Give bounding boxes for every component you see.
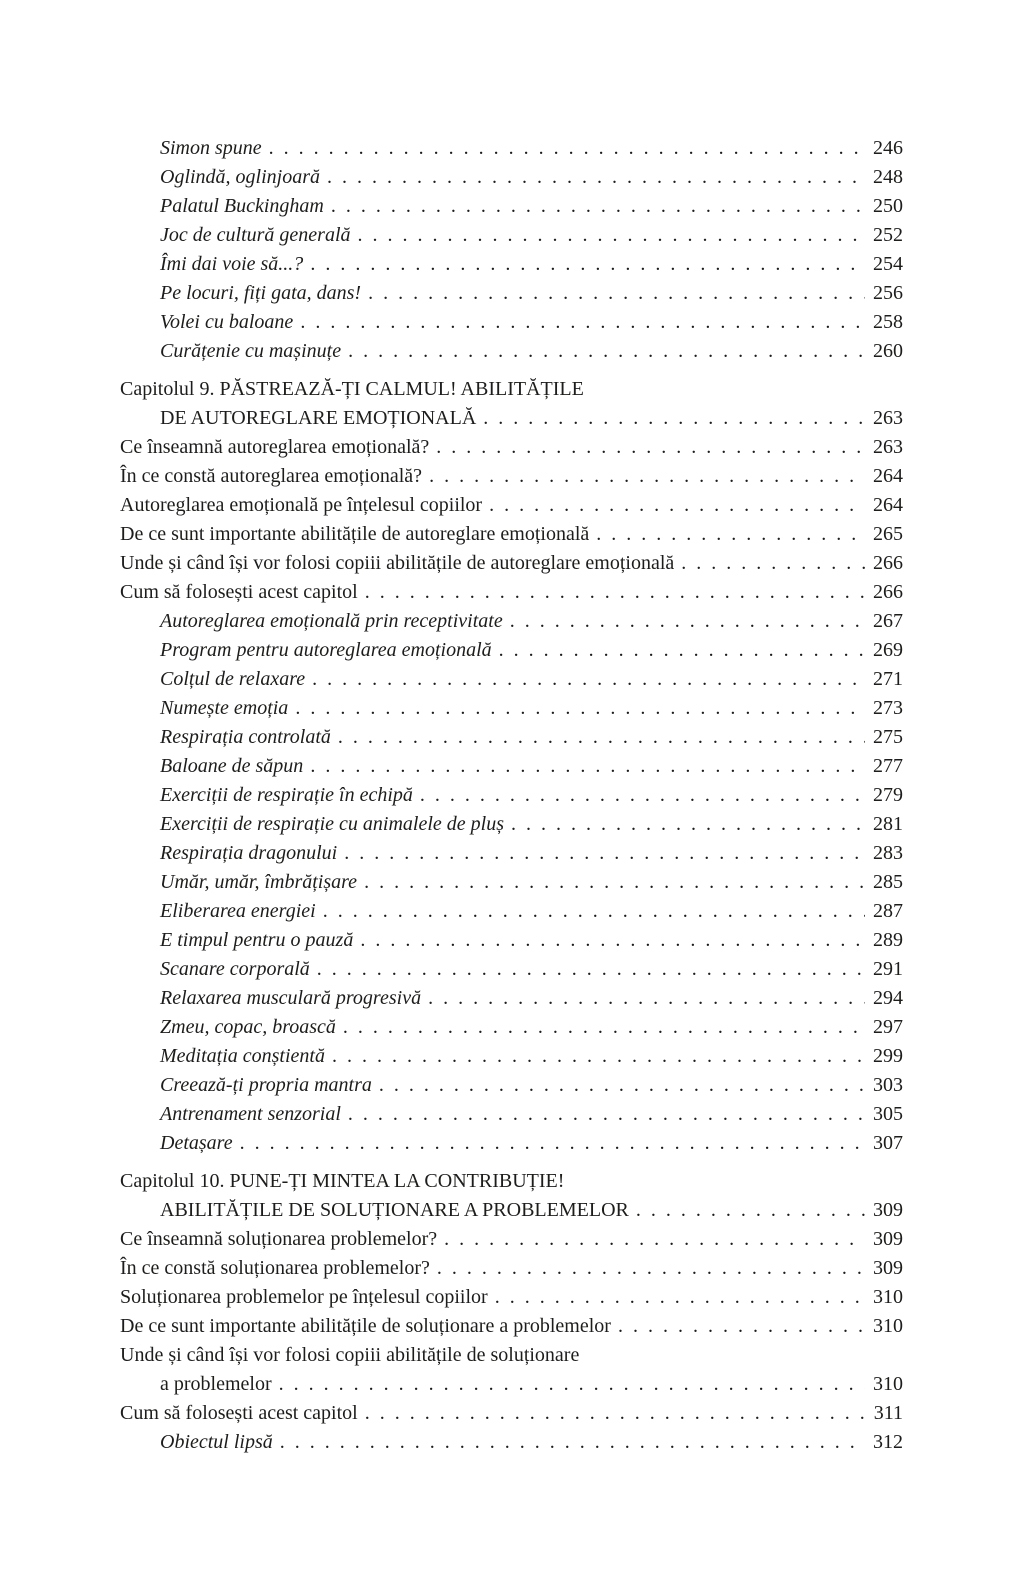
toc-entry-line bbox=[120, 192, 903, 221]
toc-entry bbox=[120, 433, 903, 462]
toc-entry-line bbox=[120, 462, 903, 491]
toc-page-number: 246 bbox=[873, 137, 903, 159]
toc-entry-title: În ce constă autoreglarea emoțională? bbox=[120, 465, 423, 487]
toc-entry-line bbox=[120, 578, 903, 607]
toc-entry-title: Baloane de săpun bbox=[160, 755, 304, 777]
dot-leader bbox=[341, 337, 865, 366]
toc-page-number: 294 bbox=[873, 987, 903, 1009]
toc-entry-title: Exerciții de respirație în echipă bbox=[160, 784, 413, 806]
toc-entry-line bbox=[120, 926, 903, 955]
toc-entry bbox=[120, 1129, 903, 1158]
toc-entry-line bbox=[120, 1341, 903, 1370]
dot-leader bbox=[233, 1129, 865, 1158]
toc-page-number: 267 bbox=[873, 610, 903, 632]
toc-entry bbox=[120, 694, 903, 723]
toc-entry-line bbox=[120, 868, 903, 897]
toc-entry-title: Ce înseamnă autoreglarea emoțională? bbox=[120, 436, 430, 458]
toc-entry bbox=[120, 163, 903, 192]
dot-leader bbox=[336, 1013, 865, 1042]
toc-entry-line bbox=[120, 221, 903, 250]
toc-entry-line bbox=[120, 839, 903, 868]
dot-leader bbox=[488, 1283, 865, 1312]
toc-page-number: 266 bbox=[873, 581, 903, 603]
toc-entry-line bbox=[120, 955, 903, 984]
dot-leader bbox=[288, 694, 865, 723]
dot-leader bbox=[320, 163, 865, 192]
toc-entry-title: Scanare corporală bbox=[160, 958, 310, 980]
toc-entry-line bbox=[120, 1312, 903, 1341]
toc-entry bbox=[120, 1225, 903, 1254]
toc-entry-title: Ce înseamnă soluționarea problemelor? bbox=[120, 1228, 438, 1250]
toc-entry bbox=[120, 375, 903, 433]
toc-entry bbox=[120, 1399, 903, 1428]
toc-page-number: 281 bbox=[873, 813, 903, 835]
toc-entry-title: Îmi dai voie să...? bbox=[160, 253, 304, 275]
toc-entry-title: Cum să folosești acest capitol bbox=[120, 1402, 358, 1424]
toc-entry bbox=[120, 810, 903, 839]
toc-entry-line-continuation bbox=[120, 404, 903, 433]
toc-entry-line bbox=[120, 781, 903, 810]
dot-leader bbox=[372, 1071, 865, 1100]
toc-entry-title: Respirația dragonului bbox=[160, 842, 338, 864]
toc-page-number: 265 bbox=[873, 523, 903, 545]
toc-page-number: 254 bbox=[873, 253, 903, 275]
dot-leader bbox=[273, 1428, 865, 1457]
toc-entry bbox=[120, 752, 903, 781]
toc-entry bbox=[120, 1341, 903, 1399]
toc-page-number: 303 bbox=[873, 1074, 903, 1096]
toc-page-number: 312 bbox=[873, 1431, 903, 1453]
toc-page-number: 311 bbox=[873, 1402, 903, 1424]
dot-leader bbox=[476, 404, 865, 433]
dot-leader bbox=[611, 1312, 865, 1341]
toc-entry-line bbox=[120, 308, 903, 337]
toc-entry bbox=[120, 723, 903, 752]
toc-page-number: 277 bbox=[873, 755, 903, 777]
toc-entry bbox=[120, 1071, 903, 1100]
toc-entry-line bbox=[120, 163, 903, 192]
dot-leader bbox=[262, 134, 865, 163]
dot-leader bbox=[305, 665, 865, 694]
toc-entry-line bbox=[120, 375, 903, 404]
dot-leader bbox=[413, 781, 865, 810]
toc-entry-line bbox=[120, 607, 903, 636]
dot-leader bbox=[421, 984, 865, 1013]
dot-leader bbox=[361, 279, 865, 308]
dot-leader bbox=[325, 1042, 865, 1071]
toc-entry-title: Autoreglarea emoțională pe înțelesul copiilor bbox=[120, 494, 483, 516]
toc-entry-title: Capitolul 9. PĂSTREAZĂ-ȚI CALMUL! ABILITĂȚILE bbox=[120, 378, 584, 400]
toc-page-number: 310 bbox=[873, 1315, 903, 1337]
toc-entry-line bbox=[120, 752, 903, 781]
toc-page-number: 263 bbox=[873, 407, 903, 429]
toc-page-number: 264 bbox=[873, 494, 903, 516]
toc-entry-line bbox=[120, 810, 903, 839]
toc-entry-line bbox=[120, 433, 903, 462]
toc-entry bbox=[120, 897, 903, 926]
toc-page-number: 264 bbox=[873, 465, 903, 487]
toc-entry-title: Numește emoția bbox=[160, 697, 289, 719]
toc-page-number: 275 bbox=[873, 726, 903, 748]
toc-entry-line bbox=[120, 665, 903, 694]
dot-leader bbox=[341, 1100, 865, 1129]
toc-entry bbox=[120, 250, 903, 279]
toc-entry-title: Autoreglarea emoțională prin receptivitate bbox=[160, 610, 503, 632]
toc-page-number: 263 bbox=[873, 436, 903, 458]
dot-leader bbox=[303, 250, 865, 279]
toc-page-number: 309 bbox=[873, 1199, 903, 1221]
toc-entry-line bbox=[120, 723, 903, 752]
toc-entry-title: Meditația conștientă bbox=[160, 1045, 325, 1067]
toc-page-number: 289 bbox=[873, 929, 903, 951]
toc-entry-line-continuation bbox=[120, 1370, 903, 1399]
toc-entry-line bbox=[120, 1100, 903, 1129]
dot-leader bbox=[316, 897, 865, 926]
toc-entry-line bbox=[120, 1225, 903, 1254]
toc-entry-title: ABILITĂȚILE DE SOLUȚIONARE A PROBLEMELOR bbox=[160, 1199, 629, 1221]
toc-entry-line bbox=[120, 1071, 903, 1100]
toc-entry-title: Curățenie cu mașinuțe bbox=[160, 340, 342, 362]
toc-entry-title: Antrenament senzorial bbox=[160, 1103, 341, 1125]
toc-page-number: 283 bbox=[873, 842, 903, 864]
toc-entry-title: Exerciții de respirație cu animalele de pluș bbox=[160, 813, 504, 835]
dot-leader bbox=[430, 1254, 865, 1283]
dot-leader bbox=[310, 955, 865, 984]
toc-entry bbox=[120, 1167, 903, 1225]
toc-entry-line bbox=[120, 1042, 903, 1071]
toc-entry-title: De ce sunt importante abilitățile de soluționare a problemelor bbox=[120, 1315, 611, 1337]
toc-entry-line bbox=[120, 984, 903, 1013]
toc-entry bbox=[120, 462, 903, 491]
toc-page-number: 250 bbox=[873, 195, 903, 217]
toc-entry-title: Obiectul lipsă bbox=[160, 1431, 273, 1453]
toc-entry bbox=[120, 636, 903, 665]
toc-entry-line bbox=[120, 337, 903, 366]
toc-entry bbox=[120, 1428, 903, 1457]
toc-entry-line bbox=[120, 636, 903, 665]
toc-entry bbox=[120, 781, 903, 810]
toc-entry-line bbox=[120, 491, 903, 520]
toc-page-number: 285 bbox=[873, 871, 903, 893]
toc-entry-title: Volei cu baloane bbox=[160, 311, 294, 333]
toc-entry-line bbox=[120, 549, 903, 578]
toc-entry-line bbox=[120, 1283, 903, 1312]
toc-entry-title: Program pentru autoreglarea emoțională bbox=[160, 639, 492, 661]
toc-page-number: 256 bbox=[873, 282, 903, 304]
dot-leader bbox=[351, 221, 866, 250]
dot-leader bbox=[589, 520, 865, 549]
dot-leader bbox=[293, 308, 865, 337]
toc-page-number: 266 bbox=[873, 552, 903, 574]
toc-entry-line bbox=[120, 1254, 903, 1283]
toc-entry bbox=[120, 279, 903, 308]
toc-entry-title: Creează-ți propria mantra bbox=[160, 1074, 372, 1096]
toc-entry-title: Relaxarea musculară progresivă bbox=[160, 987, 422, 1009]
toc-page-number: 287 bbox=[873, 900, 903, 922]
toc-entry bbox=[120, 839, 903, 868]
dot-leader bbox=[303, 752, 865, 781]
toc-entry bbox=[120, 221, 903, 250]
dot-leader bbox=[357, 868, 865, 897]
toc-entry-title: Cum să folosești acest capitol bbox=[120, 581, 358, 603]
toc-entry bbox=[120, 1254, 903, 1283]
dot-leader bbox=[324, 192, 865, 221]
toc-entry bbox=[120, 491, 903, 520]
toc-entry-line bbox=[120, 1129, 903, 1158]
toc-entry-title: Unde și când își vor folosi copiii abilitățile de soluționare bbox=[120, 1344, 580, 1366]
toc-entry bbox=[120, 955, 903, 984]
toc-page-number: 291 bbox=[873, 958, 903, 980]
toc-entry-title: Soluționarea problemelor pe înțelesul copiilor bbox=[120, 1286, 488, 1308]
toc-entry-line bbox=[120, 520, 903, 549]
dot-leader bbox=[422, 462, 865, 491]
toc-entry bbox=[120, 1042, 903, 1071]
toc-page-number: 279 bbox=[873, 784, 903, 806]
toc-entry bbox=[120, 926, 903, 955]
toc-page-number: 271 bbox=[873, 668, 903, 690]
toc-entry bbox=[120, 1283, 903, 1312]
dot-leader bbox=[629, 1196, 865, 1225]
toc-entry bbox=[120, 549, 903, 578]
toc-entry-line-continuation bbox=[120, 1196, 903, 1225]
toc-page-number: 297 bbox=[873, 1016, 903, 1038]
toc-page-number: 310 bbox=[873, 1286, 903, 1308]
toc-entry-title: Detașare bbox=[160, 1132, 233, 1154]
toc-entry bbox=[120, 1013, 903, 1042]
toc-page-number: 258 bbox=[873, 311, 903, 333]
toc-page-number: 260 bbox=[873, 340, 903, 362]
dot-leader bbox=[504, 810, 865, 839]
toc-entry bbox=[120, 337, 903, 366]
toc-entry-title: E timpul pentru o pauză bbox=[160, 929, 354, 951]
toc-entry-title: a problemelor bbox=[160, 1373, 272, 1395]
toc-page-number: 252 bbox=[873, 224, 903, 246]
dot-leader bbox=[674, 549, 865, 578]
dot-leader bbox=[331, 723, 865, 752]
toc-entry-line bbox=[120, 1399, 903, 1428]
toc-page-number: 309 bbox=[873, 1228, 903, 1250]
toc-entry bbox=[120, 192, 903, 221]
toc-page-number: 299 bbox=[873, 1045, 903, 1067]
toc-entry-title: Umăr, umăr, îmbrățișare bbox=[160, 871, 358, 893]
toc-entry bbox=[120, 607, 903, 636]
toc-entry-line bbox=[120, 897, 903, 926]
toc-entry bbox=[120, 665, 903, 694]
toc-entry-line bbox=[120, 694, 903, 723]
dot-leader bbox=[503, 607, 865, 636]
toc-entry bbox=[120, 1100, 903, 1129]
toc-entry-title: Capitolul 10. PUNE-ȚI MINTEA LA CONTRIBUȚIE! bbox=[120, 1170, 565, 1192]
toc-entry-line bbox=[120, 279, 903, 308]
toc-page-number: 305 bbox=[873, 1103, 903, 1125]
toc-entry-line bbox=[120, 134, 903, 163]
toc-entry-title: În ce constă soluționarea problemelor? bbox=[120, 1257, 430, 1279]
toc-entry bbox=[120, 308, 903, 337]
toc-page-number: 307 bbox=[873, 1132, 903, 1154]
dot-leader bbox=[482, 491, 865, 520]
toc-page-number: 309 bbox=[873, 1257, 903, 1279]
toc-entry bbox=[120, 868, 903, 897]
toc-entry-title: Eliberarea energiei bbox=[160, 900, 316, 922]
toc-entry-title: Oglindă, oglinjoară bbox=[160, 166, 321, 188]
toc-list bbox=[120, 134, 903, 1457]
dot-leader bbox=[429, 433, 865, 462]
toc-entry-title: Respirația controlată bbox=[160, 726, 331, 748]
toc-entry-line bbox=[120, 250, 903, 279]
dot-leader bbox=[492, 636, 865, 665]
toc-entry-title: Palatul Buckingham bbox=[160, 195, 324, 217]
toc-entry bbox=[120, 134, 903, 163]
toc-page-number: 269 bbox=[873, 639, 903, 661]
toc-entry bbox=[120, 578, 903, 607]
dot-leader bbox=[353, 926, 865, 955]
toc-entry-title: Unde și când își vor folosi copiii abilitățile de autoreglare emoțională bbox=[120, 552, 675, 574]
toc-entry bbox=[120, 984, 903, 1013]
toc-entry-title: Colțul de relaxare bbox=[160, 668, 306, 690]
toc-page-number: 248 bbox=[873, 166, 903, 188]
dot-leader bbox=[437, 1225, 865, 1254]
toc-entry-title: Pe locuri, fiți gata, dans! bbox=[160, 282, 362, 304]
toc-entry-title: Simon spune bbox=[160, 137, 262, 159]
toc-page-number: 310 bbox=[873, 1373, 903, 1395]
toc-entry-line bbox=[120, 1428, 903, 1457]
toc-entry-title: Joc de cultură generală bbox=[160, 224, 351, 246]
dot-leader bbox=[337, 839, 865, 868]
toc-entry-line bbox=[120, 1013, 903, 1042]
toc-entry-title: De ce sunt importante abilitățile de autoreglare emoțională bbox=[120, 523, 590, 545]
toc-page-number: 273 bbox=[873, 697, 903, 719]
toc-entry-title: Zmeu, copac, broască bbox=[160, 1016, 336, 1038]
toc-entry-title: DE AUTOREGLARE EMOȚIONALĂ bbox=[160, 407, 477, 429]
toc-entry-line bbox=[120, 1167, 903, 1196]
toc-entry bbox=[120, 1312, 903, 1341]
dot-leader bbox=[358, 1399, 865, 1428]
dot-leader bbox=[272, 1370, 865, 1399]
dot-leader bbox=[358, 578, 865, 607]
toc-entry bbox=[120, 520, 903, 549]
